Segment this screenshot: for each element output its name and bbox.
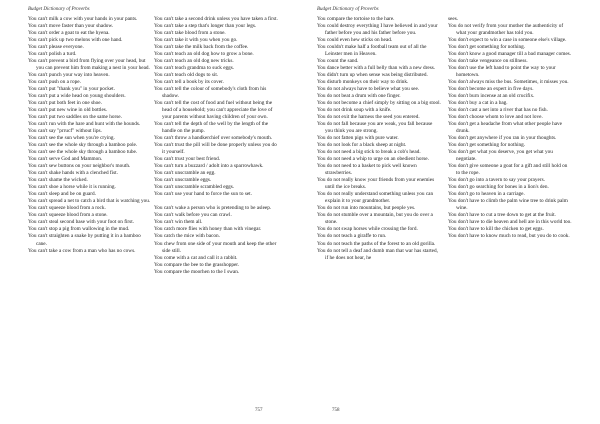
- proverb-entry: You don't take vengeance on stillness.: [448, 58, 528, 65]
- proverb-entry: You can't steal second base with your foot on first.: [28, 219, 134, 226]
- proverb-entry: You don't use the left hand to point the way to your hometown.: [448, 65, 556, 79]
- proverb-entry: You don't have to die heaven and hell are in this world too.: [448, 219, 572, 226]
- proverb-entry: You don't burn incense at an old crucifix.: [448, 93, 535, 100]
- proverb-entry: You can't run with the hare and hunt with the hounds.: [28, 121, 141, 128]
- proverb-entry: You can't tell a book by its cover.: [154, 79, 224, 86]
- proverb-entry: You can't tell the depth of the well by the length of the handle on the pump.: [154, 121, 269, 135]
- proverb-entry: You can't sleep and be on guard.: [28, 191, 96, 198]
- proverb-entry: [154, 198, 278, 205]
- proverb-entry: You don't buy a cat in a bag.: [448, 100, 508, 107]
- proverb-entry: You can't shake hands with a clenched fist.: [28, 170, 118, 177]
- proverb-entry: You could even hew sticks on head.: [317, 37, 393, 44]
- proverb-entry: You do not need a whip to urge on an obedient horse.: [317, 156, 429, 163]
- proverb-entry: You can't put new wine in old bottles.: [28, 107, 108, 114]
- running-head: Budget Dictionary of Proverbs: [28, 7, 90, 12]
- column-1: [28, 16, 152, 255]
- proverb-entry: You can't pick up two melons with one hand.: [28, 37, 123, 44]
- proverb-entry: You do not stumble over a mountain, but you do over a stone.: [317, 212, 433, 226]
- proverb-entry: You can't teach an old dog how to grow a bone.: [154, 51, 254, 58]
- proverb-entry: You can't say "prrucf" without lips.: [28, 128, 102, 135]
- proverb-entry: You can't trust the pill will be done properly unless you do it yourself.: [154, 142, 277, 156]
- proverb-entry: You do not swap horses while crossing the ford.: [317, 226, 418, 233]
- proverb-entry: You do not exit the harness the seed you entered.: [317, 114, 420, 121]
- proverb-entry: You do not always have to believe what you see.: [317, 86, 420, 93]
- proverb-entry: You didn't turn up when sense was being distributed.: [317, 72, 428, 79]
- proverb-entry: You can't take the milk back from the coffee.: [154, 44, 249, 51]
- page-number: 758: [332, 408, 340, 413]
- proverb-entry: You count the sand.: [317, 58, 359, 65]
- proverb-entry: You don't have to cut a tree down to get at the fruit.: [448, 212, 556, 219]
- proverb-entry: You can't take it with you when you go.: [154, 37, 238, 44]
- proverb-entry: You can't put two saddles on the same horse.: [28, 114, 122, 121]
- proverb-entry: You don't go into a tavern to say your prayers.: [448, 177, 545, 184]
- proverb-entry: You can't teach old dogs to sit.: [154, 72, 219, 79]
- proverb-entry: You can't please everyone.: [28, 44, 84, 51]
- proverb-entry: You can't see the whole sky through a bamboo pole.: [28, 142, 138, 149]
- proverb-entry: You can't take a step that's longer than your legs.: [154, 23, 257, 30]
- proverb-entry: You come with a cat and call it a rabbit.: [154, 254, 238, 261]
- proverb-entry: You don't know a good manager till a bad manager comes.: [448, 51, 572, 58]
- proverb-entry: You don't cast a net into a river that has no fish.: [448, 107, 548, 114]
- proverb-entry: You can't shame the wicked.: [28, 177, 88, 184]
- proverb-entry: You don't get something for nothing.: [448, 44, 526, 51]
- proverb-entry: You can't use your hand to force the sun to set.: [154, 191, 252, 198]
- proverb-entry: You don't get something for nothing.: [448, 142, 526, 149]
- proverb-entry: You don't go searching for bones in a lion's den.: [448, 184, 549, 191]
- proverb-entry: You can't trust your best friend.: [154, 156, 221, 163]
- running-head: Budget Dictionary of Proverbs: [317, 7, 379, 12]
- proverb-entry: You can't tell the colour of somebody's cloth from his shadow.: [154, 86, 267, 100]
- proverb-entry: You can't milk a cow with your hands in your pants.: [28, 16, 138, 22]
- proverb-entry: You can't put "thank you" in your pocket.: [28, 86, 115, 93]
- proverb-entry: You don't get what you deserve, you get what you negotiate.: [448, 149, 553, 163]
- column-3: [317, 16, 441, 262]
- proverb-entry: You do not teach a giraffe to run.: [317, 233, 387, 240]
- proverb-entry: You do not verify from your mother the authenticity of what your grandmother has told you.: [448, 23, 564, 37]
- proverb-entry: You can't shoe a horse while it is running.: [28, 184, 116, 191]
- proverb-entry: You catch more flies with honey than with vinegar.: [154, 226, 262, 233]
- proverb-entry: You do not really know your friends from your enemies until the ice breaks.: [317, 177, 435, 191]
- proverb-entry: You do not teach the paths of the forest to an old gorilla.: [317, 240, 436, 247]
- proverb-entry: You can't win them all.: [154, 219, 203, 226]
- proverb-entry: You don't give someone a goat for a gift and still hold on to the rope.: [448, 163, 568, 177]
- right-page: [300, 0, 600, 424]
- proverb-entry: You don't have to climb the palm wine tree to drink palm wine.: [448, 198, 568, 212]
- proverb-entry: You don't expect to win a case in someone else's village.: [448, 37, 567, 44]
- proverb-entry: You can't push on a rope.: [28, 79, 81, 86]
- proverb-entry: You can't throw a handkerchief over somebody's mouth.: [154, 135, 273, 142]
- proverb-entry: You can't walk before you can crawl.: [154, 212, 232, 219]
- proverb-entry: You don't choose whom to love and not love.: [448, 114, 543, 121]
- proverb-entry: You do not drink soup with a knife.: [317, 107, 392, 114]
- proverb-entry: You could destroy everything I have believed in and your father before you and his father before you.: [317, 23, 438, 37]
- proverb-entry: You do not become a chief simply by sitting on a big stool.: [317, 100, 441, 107]
- proverb-entry: You do not fatten pigs with pure water.: [317, 135, 399, 142]
- proverb-entry: You can't take blood from a stone.: [154, 30, 226, 37]
- proverb-entry: You can't unscramble eggs.: [154, 177, 212, 184]
- proverb-entry: You can't spread a net to catch a bird that is watching you.: [28, 198, 151, 205]
- page-number: 757: [255, 408, 263, 413]
- proverb-entry: You can't teach grandma to suck eggs.: [154, 65, 235, 72]
- proverb-entry: You don't get anywhere if you ran in your thoughts.: [448, 135, 557, 142]
- proverb-entry: You can't wake a person who is pretending to be asleep.: [154, 205, 272, 212]
- proverb-entry: You can't unscramble scrambled eggs.: [154, 184, 235, 191]
- proverb-entry: You can't take a second drink unless you have taken a first.: [154, 16, 278, 22]
- proverb-entry: You chew from one side of your mouth and keep the other side still.: [154, 240, 277, 254]
- proverb-entry: You do not tell a deaf and dumb man that war has started, if he does not hear, he: [317, 247, 438, 261]
- proverb-entry: You can't see the whole sky through a bamboo tube.: [28, 149, 138, 156]
- proverb-entry: You do not run into mountains, but people yes.: [317, 205, 416, 212]
- proverb-entry: You disturb monkeys on their way to drink.: [317, 79, 409, 86]
- column-2: [154, 16, 278, 276]
- column-4: [448, 16, 572, 241]
- proverb-entry: You couldn't make half a football team out of all the Leinster men in Heaven.: [317, 44, 427, 58]
- proverb-entry: You don't have to know much to read, but you do to cook.: [448, 233, 570, 240]
- proverb-entry: You do not fall because you are weak, you fall because you think you are strong.: [317, 121, 433, 135]
- proverb-entry: You do not really understand something unless you can explain it to your grandmother.: [317, 191, 434, 205]
- proverb-entry: You don't become an expert in five days.: [448, 86, 534, 93]
- proverb-entry: You can't turn a buzzard / adolt into a sparrowhawk.: [154, 163, 264, 170]
- proverb-entry: You do not need to a basket to pick well known strawberries.: [317, 163, 417, 177]
- proverb-entry: You can't put both feet in one shoe.: [28, 100, 102, 107]
- proverb-entry: You do not look for a black sheep at night.: [317, 142, 407, 149]
- proverb-entry: You can't serve God and Mammon.: [28, 156, 103, 163]
- proverb-entry: You can't take a cow from a man who has no cows.: [28, 247, 136, 254]
- proverb-entry: You don't get a headache from what other people have drunk.: [448, 121, 562, 135]
- proverb-entry: You catch the mice with bacon.: [154, 233, 220, 240]
- proverb-entry: You do not need a big stick to break a cob's head.: [317, 149, 421, 156]
- proverb-entry: You can't order a goat to eat the hyena.: [28, 30, 110, 37]
- proverb-entry: You compare the tortoise to the hare.: [317, 16, 395, 22]
- proverb-entry: You can't straighten a snake by putting it in a bamboo cane.: [28, 233, 141, 247]
- proverb-entry: You can't unscramble an egg.: [154, 170, 216, 177]
- proverb-entry: You do not beat a drum with one finger.: [317, 93, 401, 100]
- proverb-entry: You compare the bee to the grasshopper.: [154, 261, 240, 268]
- proverb-entry: You don't have to kill the chicken to get eggs.: [448, 226, 544, 233]
- proverb-entry: You can't stop a pig from wallowing in the mud.: [28, 226, 130, 233]
- proverb-entry: You can't punch your way into heaven.: [28, 72, 110, 79]
- proverb-entry: You don't always miss the bus. Sometimes, it misses you.: [448, 79, 569, 86]
- proverb-entry: You can't squeeze blood from a stone.: [28, 212, 108, 219]
- proverb-entry: You can't teach an old dog new tricks.: [154, 58, 234, 65]
- proverb-entry: You can't polish a turd.: [28, 51, 77, 58]
- proverb-entry: You dance better with a full belly than with a new dress.: [317, 65, 436, 72]
- proverb-entry: You can't prevent a bird from flying over your head, but you can prevent him from making a nest in your head.: [28, 58, 150, 72]
- proverb-entry: You can't sew buttons on your neighbor's mouth.: [28, 163, 131, 170]
- proverb-entry: You can't tell the cost of food and fuel without being the head of a household; you can't appreciate the love of your parents without having children of your own.: [154, 100, 273, 121]
- proverb-entry: You can't see the sun when you're crying.: [28, 135, 115, 142]
- proverb-entry: You can't move faster than your shadow.: [28, 23, 114, 30]
- proverb-entry: sees.: [448, 16, 459, 22]
- proverb-entry: You can't squeeze blood from a rock.: [28, 205, 106, 212]
- proverb-entry: You compare the moorhen to the I swan.: [154, 268, 240, 275]
- proverb-entry: You don't go to heaven in a carriage.: [448, 191, 525, 198]
- proverb-entry: You can't put a wide head on young shoulders.: [28, 93, 126, 100]
